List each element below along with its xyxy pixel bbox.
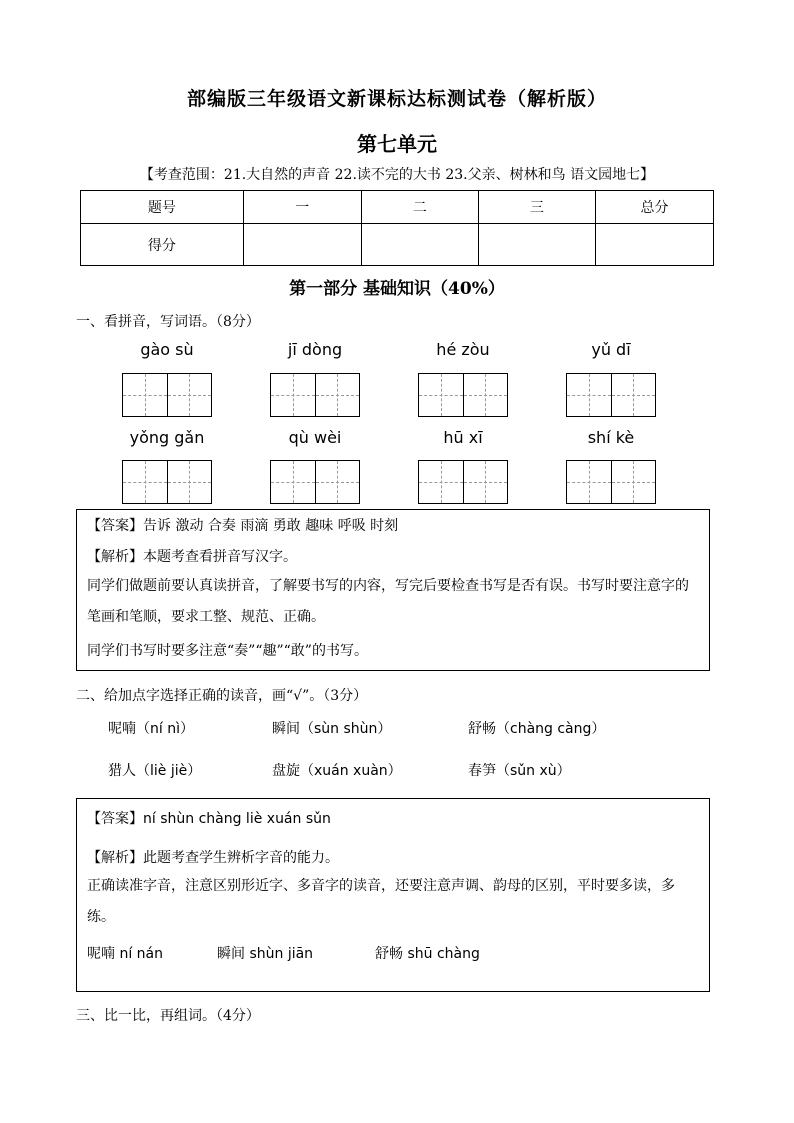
q3-heading: 三、比一比，再组词。（4分） bbox=[76, 1008, 260, 1024]
q2-answer-line bbox=[87, 808, 331, 828]
analysis-text: 本题考查看拼音写汉字。 bbox=[143, 549, 297, 565]
answer-label: 【答案】 bbox=[87, 811, 143, 827]
q2-option[interactable]: 呢喃（ní nì） bbox=[108, 721, 194, 737]
analysis-label: 【解析】 bbox=[87, 549, 143, 565]
q1-answer-line bbox=[87, 515, 398, 535]
score-header-cell: 三 bbox=[478, 191, 595, 224]
pinyin-label: hé zòu bbox=[436, 340, 490, 359]
q1-answer-box bbox=[76, 509, 710, 671]
q2-option[interactable]: 舒畅（chàng càng） bbox=[468, 721, 606, 737]
score-header-cell: 二 bbox=[361, 191, 478, 224]
tian-grid-box[interactable] bbox=[122, 460, 212, 504]
score-header-cell: 题号 bbox=[81, 191, 244, 224]
q2-heading: 二、给加点字选择正确的读音，画“√”。（3分） bbox=[76, 688, 368, 704]
tian-grid-box[interactable] bbox=[418, 460, 508, 504]
tian-grid-box[interactable] bbox=[270, 460, 360, 504]
score-cell[interactable] bbox=[243, 224, 361, 266]
score-cell[interactable] bbox=[478, 224, 595, 266]
pinyin-label: gào sù bbox=[140, 340, 194, 359]
pinyin-label: qù wèi bbox=[288, 428, 342, 447]
tian-grid-box[interactable] bbox=[270, 373, 360, 417]
pinyin-label: yǔ dī bbox=[591, 340, 631, 359]
analysis-text: 此题考查学生辨析字音的能力。 bbox=[143, 850, 339, 866]
q2-option[interactable]: 瞬间（sùn shùn） bbox=[272, 721, 392, 737]
q2-option[interactable]: 猎人（liè jiè） bbox=[108, 763, 202, 779]
answer-text: 告诉 激动 合奏 雨滴 勇敢 趣味 呼吸 时刻 bbox=[143, 518, 399, 534]
document-title: 部编版三年级语文新课标达标测试卷（解析版） bbox=[186, 88, 607, 110]
q2-option[interactable]: 盘旋（xuán xuàn） bbox=[272, 763, 402, 779]
q1-analysis-note: 同学们书写时要多注意“奏”“趣”“敢”的书写。 bbox=[87, 643, 368, 659]
pinyin-label: shí kè bbox=[587, 428, 635, 447]
tian-grid-box[interactable] bbox=[566, 460, 656, 504]
score-table-score-row bbox=[81, 224, 714, 266]
score-cell[interactable] bbox=[361, 224, 478, 266]
score-table-header-row bbox=[81, 191, 714, 224]
q1-heading: 一、看拼音，写词语。（8分） bbox=[76, 314, 260, 330]
score-header-cell: 一 bbox=[243, 191, 361, 224]
answer-text: ní shùn chàng liè xuán sǔn bbox=[143, 811, 331, 827]
score-header-cell: 总分 bbox=[595, 191, 713, 224]
answer-label: 【答案】 bbox=[87, 518, 143, 534]
q2-option[interactable]: 春笋（sǔn xù） bbox=[468, 763, 571, 779]
score-table bbox=[80, 190, 714, 266]
part1-title: 第一部分 基础知识（40%） bbox=[289, 279, 505, 299]
tian-grid-box[interactable] bbox=[122, 373, 212, 417]
q2-example: 瞬间 shùn jiān bbox=[217, 946, 314, 962]
q2-analysis-line bbox=[87, 847, 339, 867]
analysis-label: 【解析】 bbox=[87, 850, 143, 866]
q1-analysis-line bbox=[87, 546, 297, 566]
tian-grid-box[interactable] bbox=[566, 373, 656, 417]
tian-grid-box[interactable] bbox=[418, 373, 508, 417]
score-cell[interactable] bbox=[595, 224, 713, 266]
score-row-label: 得分 bbox=[81, 224, 244, 266]
pinyin-label: hū xī bbox=[443, 428, 483, 447]
q2-example: 舒畅 shū chàng bbox=[375, 946, 480, 962]
q2-answer-box bbox=[76, 798, 710, 992]
q1-analysis-paragraph: 同学们做题前要认真读拼音，了解要书写的内容，写完后要检查书写是否有误。书写时要注意字的笔画和笔顺，要求工整、规范、正确。 bbox=[87, 578, 689, 625]
unit-title: 第七单元 bbox=[357, 132, 437, 156]
q2-example: 呢喃 ní nán bbox=[87, 946, 163, 962]
pinyin-label: jī dòng bbox=[287, 340, 343, 359]
pinyin-label: yǒng gǎn bbox=[129, 428, 205, 447]
exam-scope: 【考查范围：21.大自然的声音 22.读不完的大书 23.父亲、树林和鸟 语文园地七】 bbox=[139, 167, 655, 183]
q2-analysis-paragraph: 正确读准字音，注意区别形近字、多音字的读音，还要注意声调、韵母的区别，平时要多读，多练。 bbox=[87, 878, 675, 925]
